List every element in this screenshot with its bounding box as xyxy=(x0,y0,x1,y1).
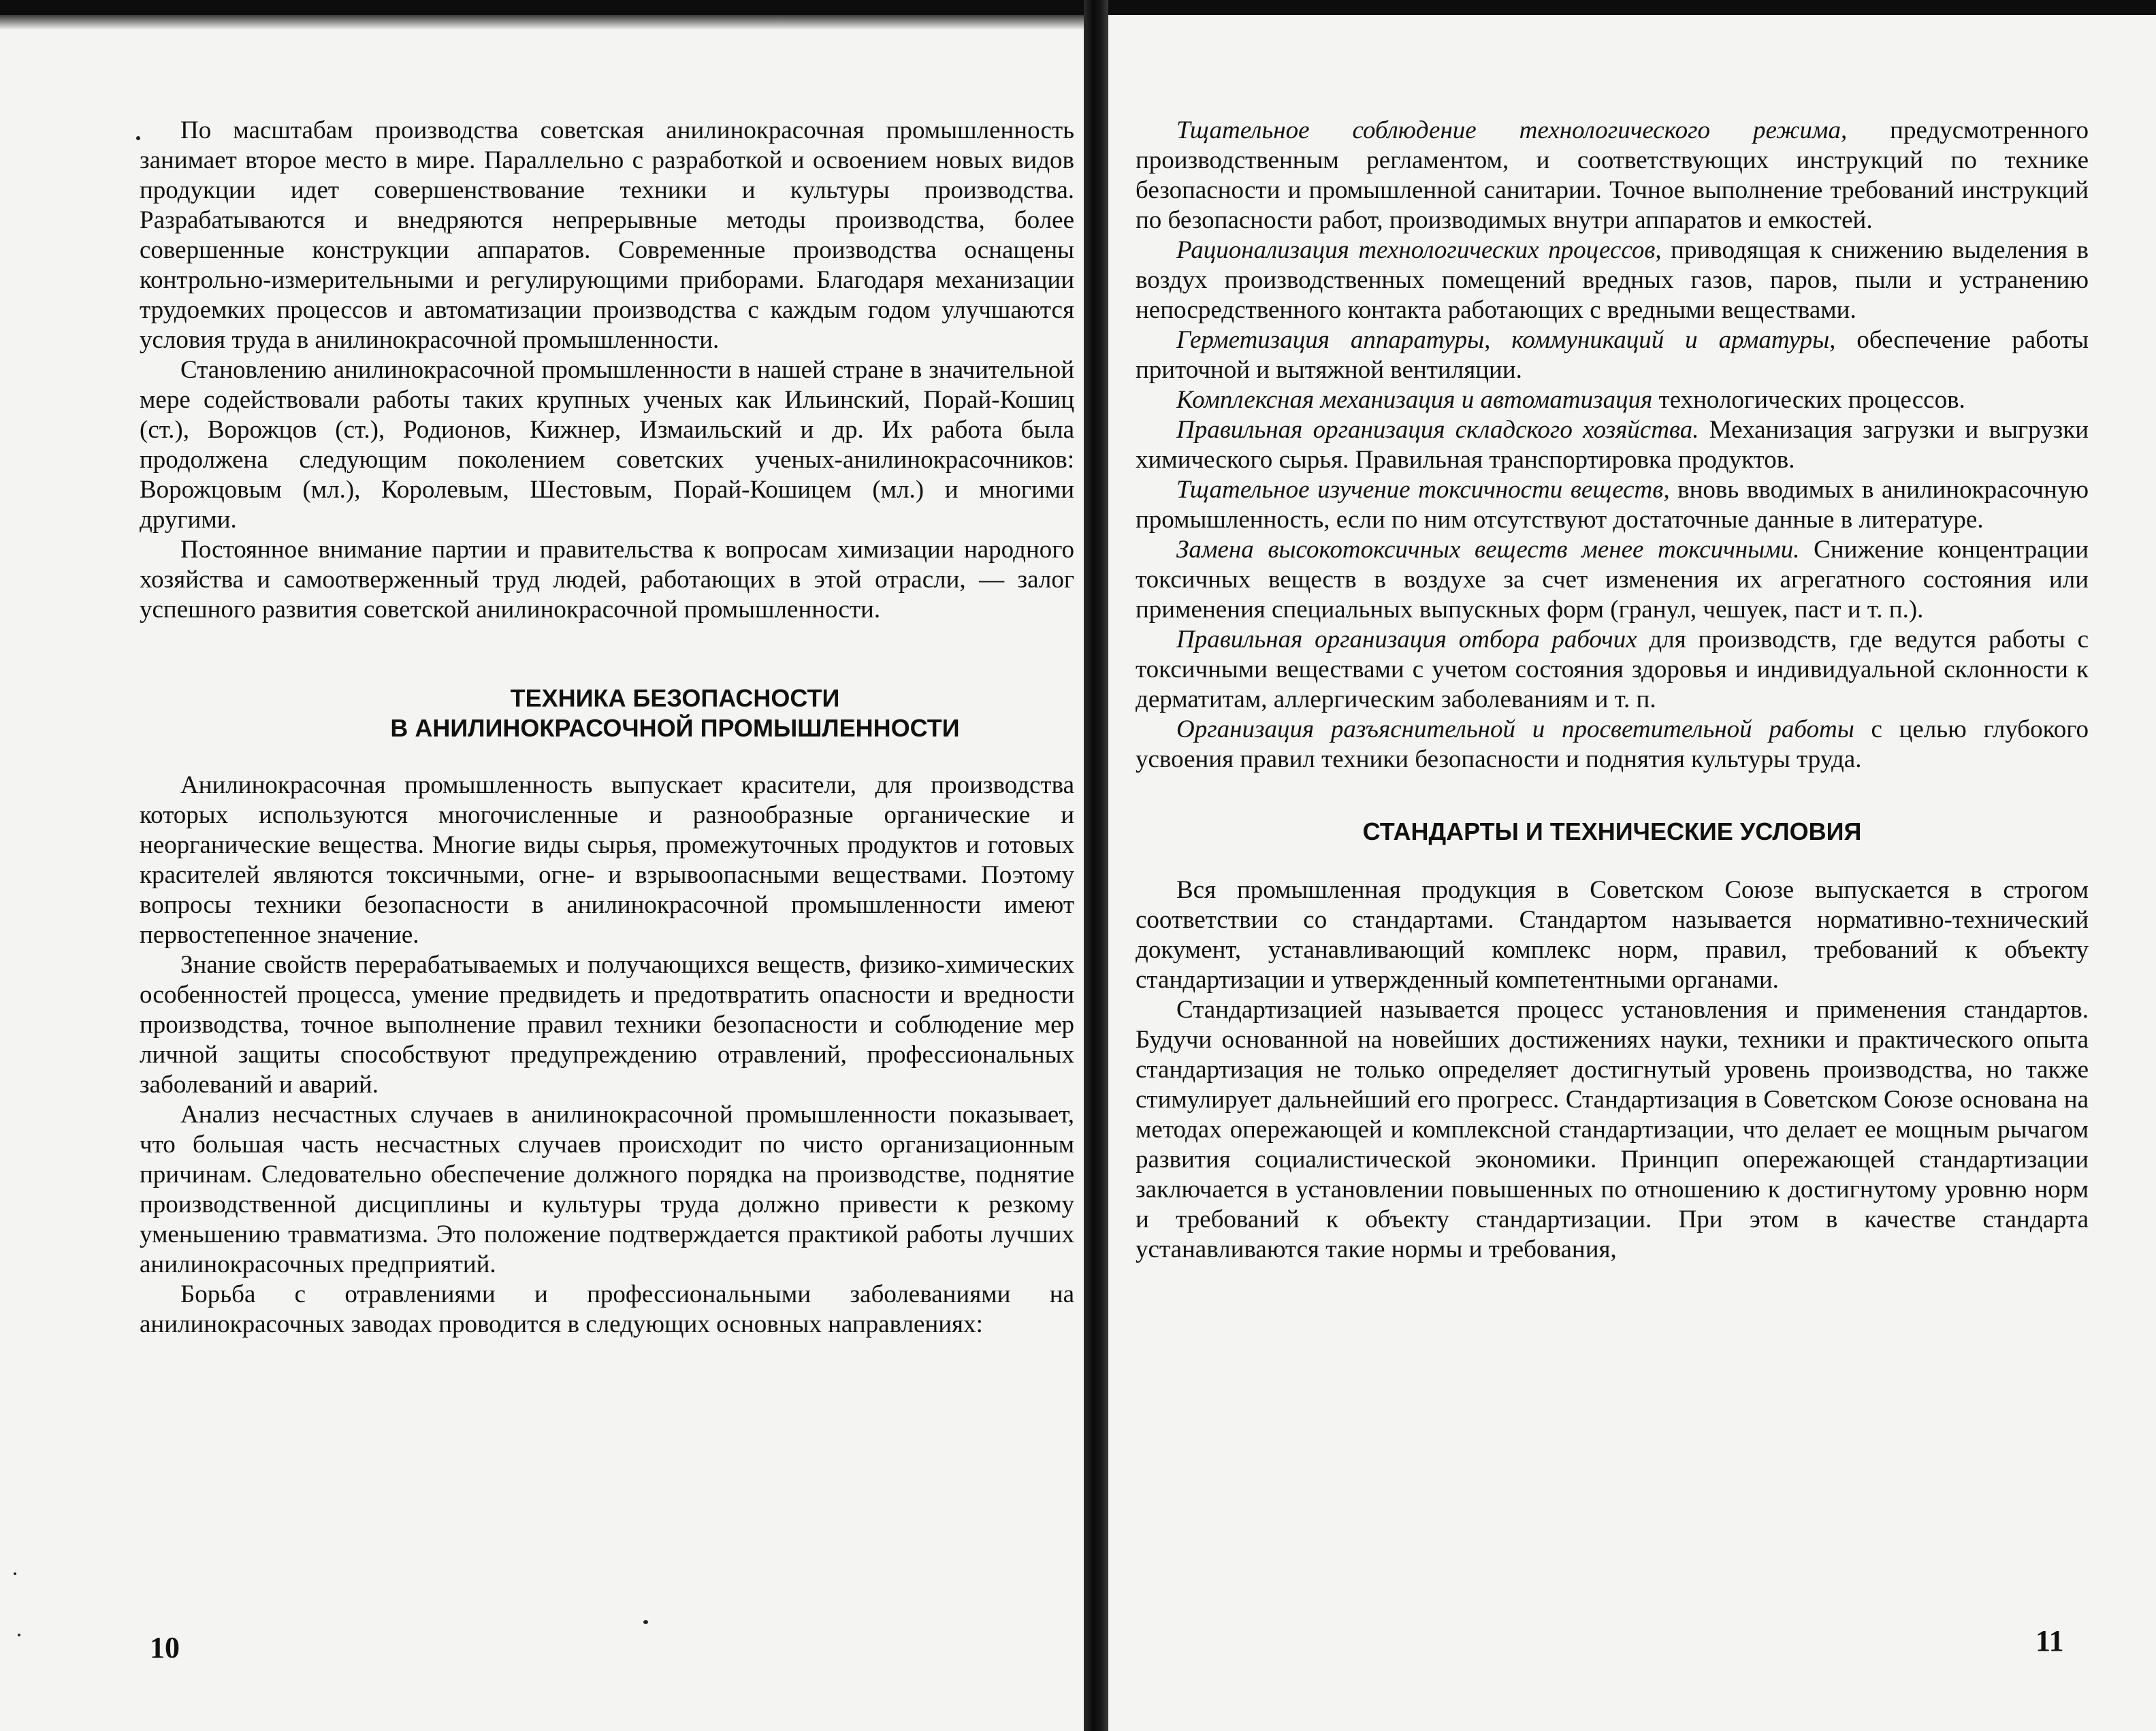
scan-speck xyxy=(136,136,140,140)
list-item xyxy=(1136,535,2089,625)
item-emphasis: Тщательное изучение токсичности веществ, xyxy=(1176,476,1670,504)
heading-line: В АНИЛИНОКРАСОЧНОЙ ПРОМЫШЛЕННОСТИ xyxy=(390,714,960,742)
item-emphasis: Комплексная механизация и автоматизация xyxy=(1176,386,1653,414)
item-emphasis: Тщательное соблюдение технологического режима, xyxy=(1176,116,1848,144)
scan-speck xyxy=(643,1620,648,1624)
item-emphasis: Правильная организация отбора рабочих xyxy=(1176,626,1637,653)
list-item xyxy=(1136,325,2089,385)
item-emphasis: Герметизация аппаратуры, коммуникаций и арматуры, xyxy=(1176,326,1836,354)
list-item xyxy=(1136,385,2089,415)
list-item xyxy=(1136,475,2089,535)
item-text: вновь вводимых в анилинокрасочную промышленность, если по ним отсутствуют достаточные данные в литературе. xyxy=(1136,476,2089,534)
book-spine xyxy=(1084,0,1108,1731)
list-item xyxy=(1136,715,2089,775)
page-number: 10 xyxy=(150,1631,180,1664)
item-text: Механизация загрузки и выгрузки химического сырья. Правильная транспортировка продуктов. xyxy=(1136,416,2089,474)
item-text: технологических процессов. xyxy=(1652,386,1965,414)
paragraph: Становлению анилинокрасочной промышленности в нашей стране в значительной мере содействовали работы таких крупных ученых как Ильинский, Порай-Кошиц (ст.), Ворожцов (ст.), Родионов, Кижнер, Измаильский и др. Их работа была продолжена следующим поколением советских ученых-анилинокрасочников: Ворожцовым (мл.), Королевым, Шестовым, Порай-Кошицем (мл.) и многими другими. xyxy=(140,356,1074,534)
heading-line: ТЕХНИКА БЕЗОПАСНОСТИ xyxy=(510,684,840,712)
right-page xyxy=(1108,0,2156,1731)
item-text: предусмотренного производственным регламентом, и соответствующих инструкций по технике безопасности и промышленной санитарии. Точное выполнение требований инструкций по безопасности работ, производимых внутри аппаратов и емкостей. xyxy=(1136,116,2089,234)
list-item xyxy=(1136,236,2089,325)
right-text-column xyxy=(1136,116,2089,1265)
item-emphasis: Организация разъяснительной и просветительной работы xyxy=(1176,715,1854,743)
item-text: обеспечение работы приточной и вытяжной вентиляции. xyxy=(1136,326,2089,384)
paragraph: Борьба с отравлениями и профессиональными заболеваниями на анилинокрасочных заводах проводится в следующих основных направлениях: xyxy=(140,1280,1074,1338)
list-item xyxy=(1136,415,2089,475)
item-emphasis: Рационализация технологических процессов, xyxy=(1176,236,1662,264)
scan-speck xyxy=(14,1572,16,1575)
paragraph: Анализ несчастных случаев в анилинокрасочной промышленности показывает, что большая часть несчастных случаев происходит по чисто организационным причинам. Следовательно обеспечение должного порядка на производстве, поднятие производственной дисциплины и культуры труда должно привести к резкому уменьшению травматизма. Это положение подтверждается практикой работы лучших анилинокрасочных предприятий. xyxy=(140,1101,1074,1278)
list-item xyxy=(1136,625,2089,715)
section-heading-safety xyxy=(140,683,1074,743)
paragraph: Знание свойств перерабатываемых и получающихся веществ, физико-химических особенностей процесса, умение предвидеть и предотвратить опасности и вредности производства, точное выполнение правил техники безопасности и соблюдение мер личной защиты способствуют предупреждению отравлений, профессиональных заболеваний и аварий. xyxy=(140,951,1074,1099)
paragraph: По масштабам производства советская анилинокрасочная промышленность занимает второе место в мире. Параллельно с разработкой и освоением новых видов продукции идет совершенствование техники и культуры производства. Разрабатываются и внедряются непрерывные методы производства, более совершенные конструкции аппаратов. Современные производства оснащены контрольно-измерительными и регулирующими приборами. Благодаря механизации трудоемких процессов и автоматизации производства с каждым годом улучшаются условия труда в анилинокрасочной промышленности. xyxy=(140,116,1074,354)
item-text: Снижение концентрации токсичных веществ в воздухе за счет изменения их агрегатного состояния или применения специальных выпускных форм (гранул, чешуек, паст и т. п.). xyxy=(1136,536,2089,624)
item-emphasis: Замена высокотоксичных веществ менее токсичными. xyxy=(1176,536,1800,564)
item-emphasis: Правильная организация складского хозяйства. xyxy=(1176,416,1699,444)
left-text-column xyxy=(140,116,1074,1340)
section-heading-standards: СТАНДАРТЫ И ТЕХНИЧЕСКИЕ УСЛОВИЯ xyxy=(1362,818,1862,845)
list-item xyxy=(1136,116,2089,236)
item-text: приводящая к снижению выделения в воздух производственных помещений вредных газов, паров, пыли и устранению непосредственного контакта работающих с вредными веществами. xyxy=(1136,236,2089,324)
paragraph: Стандартизацией называется процесс установления и применения стандартов. Будучи основанной на новейших достижениях науки, техники и практического опыта стандартизация не только определяет достигнутый уровень производства, но также стимулирует дальнейший его прогресс. Стандартизация в Советском Союзе основана на методах опережающей и комплексной стандартизации, что делает ее мощным рычагом развития социалистической экономики. Принцип опережающей стандартизации заключается в установлении повышенных по отношению к достигнутому уровню норм и требований к объекту стандартизации. При этом в качестве стандарта устанавливаются такие нормы и требования, xyxy=(1136,996,2089,1263)
scan-speck xyxy=(18,1634,20,1636)
item-text: с целью глубокого усвоения правил техники безопасности и поднятия культуры труда. xyxy=(1136,715,2089,773)
item-text: для производств, где ведутся работы с токсичными веществами с учетом состояния здоровья и индивидуальной склонности к дерматитам, аллергическим заболеваниям и т. п. xyxy=(1136,626,2089,713)
paragraph: Вся промышленная продукция в Советском Союзе выпускается в строгом соответствии со стандартами. Стандартом называется нормативно-технический документ, устанавливающий комплекс норм, правил, требований к объекту стандартизации и утвержденный компетентными органами. xyxy=(1136,876,2089,994)
paragraph: Постоянное внимание партии и правительства к вопросам химизации народного хозяйства и самоотверженный труд людей, работающих в этой отрасли, — залог успешного развития советской анилинокрасочной промышленности. xyxy=(140,536,1074,624)
paragraph: Анилинокрасочная промышленность выпускает красители, для производства которых используются многочисленные и разнообразные органические и неорганические вещества. Многие виды сырья, промежуточных продуктов и готовых красителей являются токсичными, огне- и взрывоопасными веществами. Поэтому вопросы техники безопасности в анилинокрасочной промышленности имеют первостепенное значение. xyxy=(140,771,1074,949)
page-number: 11 xyxy=(2036,1624,2064,1657)
